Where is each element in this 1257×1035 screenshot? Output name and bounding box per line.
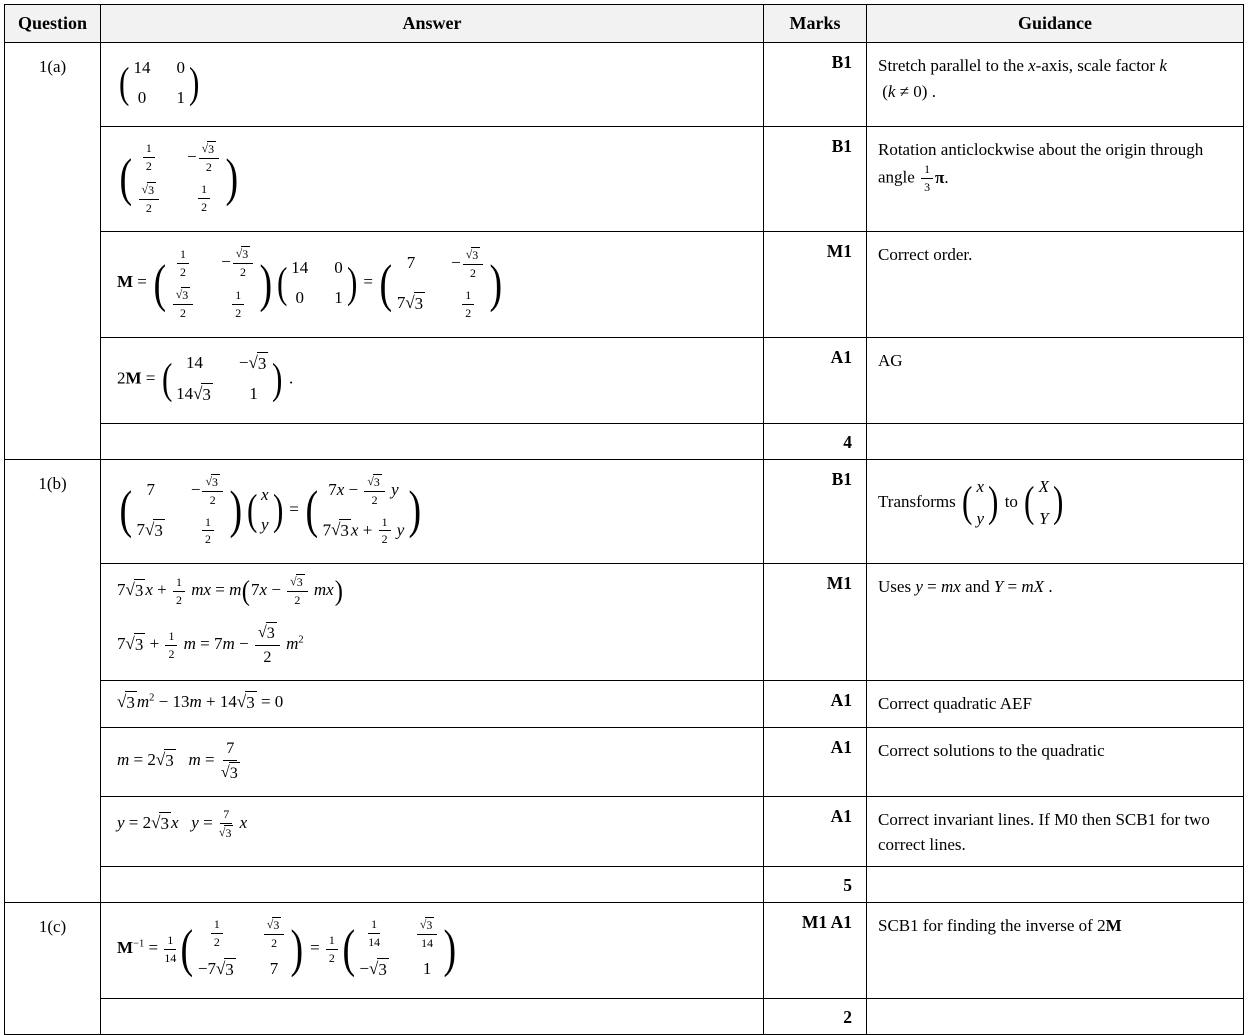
matrix [305,472,422,550]
square-root: √ 3 [126,633,146,657]
answer-cell [101,727,764,796]
answer-cell [101,232,764,338]
math-expression: 7 √ 3 + $\frac{1}{2}$ m = 7m − √ 3 2 $m^2$ [117,624,304,666]
mark-scheme-table [4,4,1244,1035]
matrix-bracket: ( [962,478,973,527]
marks-cell: M1 A1 [764,902,867,998]
answer-cell-empty [101,998,764,1034]
header-row [5,5,1244,43]
matrix-bracket: ) [229,481,243,540]
square-root: √ 3 [156,749,176,773]
matrix-bracket: ( [246,486,257,535]
matrix-entry: 7 √ 3 x + $\frac{1}{2}$ y [322,514,405,547]
square-root: √ 3 [367,473,380,489]
matrix-entry: − √ 3 [359,958,388,982]
text: . [1044,577,1053,597]
matrix-entry: x [260,485,269,505]
fraction: √ 3 2 [173,287,193,321]
matrix-bracket: ( [342,920,355,979]
matrix-entry [415,917,439,951]
matrix-bracket: ) [1053,478,1064,527]
fraction: √ 3 2 [255,622,280,668]
fraction: √ 3 2 [202,474,222,508]
fraction: $\frac{1}{2}$ [143,141,155,174]
matrix-entry: − √ 3 2 [187,141,221,175]
marks-cell: A1 [764,681,867,728]
table-row [5,126,1244,232]
fraction: √ 3 2 [199,141,219,175]
matrix-bracket: ( [305,481,319,540]
answer-cell [101,43,764,127]
matrix-entry: − √ 3 2 [451,247,485,281]
matrix-entry [366,917,382,950]
matrix-entry: 7 √ 3 [397,292,425,316]
math-expression: $\frac{1}{3}$ π. [919,168,949,187]
matrix-entry [141,141,157,174]
total-marks-cell: 4 [764,423,867,459]
matrix-bracket: ) [188,59,200,108]
matrix [162,350,283,409]
matrix-entry: 1 [334,288,343,308]
square-root: √ 3 [193,383,213,407]
text: Transforms [878,491,961,511]
matrix [247,482,283,539]
matrix-entry: X [1038,476,1050,496]
math-expression: 7 √ 3 x + $\frac{1}{2}$ mx = m [117,574,242,607]
matrix-entry [230,288,246,321]
fraction: $\frac{1}{2}$ [165,629,177,662]
matrix-entry: y [260,515,269,534]
matrix-entry: y [976,509,985,529]
guidance-cell-empty [867,423,1244,459]
col-header-question: Question [5,5,101,43]
matrix-entry: Y [1039,509,1049,529]
matrix [119,472,243,550]
matrix-entry [196,182,212,215]
square-root: √ 3 [117,691,137,715]
total-marks-cell: 5 [764,866,867,902]
fraction: √ 3 2 [233,246,253,280]
fraction: √ 3 2 [139,182,159,216]
matrix [119,55,199,112]
text: ≠ 0) . [895,81,936,101]
matrix-entry: − √ 3 [239,352,268,376]
matrix-bracket: ( [276,259,288,308]
matrix-entry: −7 √ 3 [198,958,236,982]
fraction: 7 √ 3 [220,739,238,782]
marks-cell: A1 [764,796,867,866]
fraction: $\frac{1}{14}$ [164,932,177,965]
matrix-bracket: ) [489,254,503,313]
square-root: √ 3 [257,624,275,642]
matrix-bracket: ) [225,149,239,208]
fraction: $\frac{1}{2}$ [462,288,474,321]
answer-cell [101,126,764,232]
guidance-cell [867,232,1244,338]
matrix-entry: − √ 3 2 [191,474,225,508]
total-row [5,998,1244,1034]
matrix [379,245,503,323]
matrix-entry: 0 [334,258,343,278]
matrix-bracket: ) [272,354,283,403]
text: and [960,577,994,597]
square-root: √ 3 [249,352,269,376]
fraction: $\frac{1}{2}$ [173,575,185,608]
matrix-entry: 0 [137,87,147,107]
fraction: √ 3 14 [417,917,437,951]
fraction: $\frac{1}{2}$ [202,515,214,548]
matrix-entry: 7 [146,480,155,500]
col-header-answer: Answer [101,5,764,43]
text: ( [878,81,888,101]
fraction: √ 3 2 [463,247,483,281]
fraction: $\frac{1}{2}$ [177,247,189,280]
fraction: $\frac{1}{2}$ [198,182,210,215]
matrix-bracket: ( [119,149,133,208]
matrix-entry: 14 √ 3 [176,383,213,407]
marks-cell: B1 [764,126,867,232]
text: Rotation anticlockwise about the origin through angle [878,139,1208,187]
guidance-cell [867,43,1244,127]
math-expression: x [1028,56,1036,75]
matrix-entry: x [976,476,985,496]
guidance-cell [867,126,1244,232]
matrix-entry [209,917,225,950]
marks-cell: B1 [764,43,867,127]
answer-cell [101,337,764,423]
math-expression: 2M = [117,368,160,388]
fraction: √ 3 2 [264,917,284,951]
square-root: √ 3 [465,246,479,262]
matrix-entry: 7x − √ 3 2 y [328,473,399,507]
matrix-bracket: ) [290,920,304,979]
matrix-bracket: ( [119,481,133,540]
square-root: √ 3 [205,473,218,489]
math-expression: = $\frac{1}{2}$ [306,938,340,957]
question-cell: 1(c) [5,902,101,1034]
fraction: √ 3 2 [287,574,307,608]
parenthesized-group: ( 7x − √ 3 2 mx ) [242,574,343,608]
table-row [5,232,1244,338]
answer-cell [101,681,764,728]
marks-cell: M1 [764,232,867,338]
marks-cell: B1 [764,459,867,564]
guidance-cell [867,796,1244,866]
table-row [5,337,1244,423]
math-expression: m = 2 √ 3 m = 7 √ 3 [117,739,238,782]
matrix-entry [171,287,195,321]
matrix [180,915,304,984]
square-root: √ 3 [218,824,232,840]
matrix-entry [262,917,286,951]
matrix-entry: 1 [249,384,258,404]
math-expression: M [1105,915,1122,935]
table-row [5,902,1244,998]
matrix-bracket: ) [443,920,457,979]
square-root: √ 3 [235,246,249,262]
matrix [962,472,998,534]
col-header-marks: Marks [764,5,867,43]
text: AG [878,350,903,370]
math-expression: y = mx [915,577,961,597]
square-root: √ 3 [151,812,171,836]
fraction: √ 3 2 [364,474,384,508]
math-expression: $M^{-1}$ = $\frac{1}{14}$ [117,932,177,965]
math-expression: √ 3 $m^2 - 13m + 14$ √ 3 = 0 [117,692,283,711]
matrix-entry: 0 [295,288,304,308]
marks-cell: A1 [764,337,867,423]
math-expression: k [1159,56,1167,75]
matrix-entry: 7 [269,959,279,979]
square-root: √ 3 [216,958,236,982]
matrix-bracket: ( [119,59,130,108]
matrix-entry: 1 [422,959,432,979]
text: Stretch parallel to the [878,56,1029,75]
col-header-guidance: Guidance [867,5,1244,43]
fraction: $\frac{1}{2}$ [211,917,223,950]
square-root: √ 3 [331,519,351,543]
matrix-entry: 1 [176,87,185,107]
square-root: √ 3 [237,691,257,715]
fraction: $\frac{1}{2}$ [232,288,244,321]
square-root: √ 3 [290,574,303,590]
total-marks-cell: 2 [764,998,867,1034]
matrix-bracket: ) [408,481,422,540]
square-root: √ 3 [141,181,155,197]
table-row [5,43,1244,127]
matrix-bracket: ) [259,254,273,313]
square-root: √ 3 [266,916,280,932]
text: to [1000,491,1023,511]
math-expression: Y = mX [993,577,1045,597]
math-expression: = [284,499,304,519]
guidance-cell [867,727,1244,796]
square-root: √ 3 [201,140,215,156]
math-expression: . [284,368,294,388]
square-root: √ 3 [175,287,189,303]
square-root: √ 3 [220,763,238,782]
line-spacer [117,608,755,622]
text: -axis, scale factor [1035,56,1160,75]
square-root: √ 3 [419,916,433,932]
text: Correct quadratic AEF [878,694,1032,713]
question-cell: 1(b) [5,459,101,902]
matrix-bracket: ( [180,920,194,979]
matrix [119,139,239,218]
matrix-bracket: ) [988,478,999,527]
square-root: √ 3 [145,519,165,543]
table-row [5,564,1244,681]
fraction: $\frac{1}{2}$ [379,515,391,548]
matrix-entry: 14 [186,353,203,373]
matrix-entry: 14 [291,258,309,278]
table-row [5,796,1244,866]
marks-cell: M1 [764,564,867,681]
answer-cell [101,796,764,866]
guidance-cell [867,337,1244,423]
matrix-entry [175,247,191,280]
text: SCB1 for finding the inverse of 2 [878,915,1106,935]
answer-cell [101,902,764,998]
guidance-cell [867,459,1244,564]
matrix [277,255,357,312]
matrix-entry [200,515,216,548]
text: Correct solutions to the quadratic [878,740,1105,760]
question-cell: 1(a) [5,43,101,460]
math-expression: y = 2 √ 3 x y = 7 √ 3 x [117,806,248,840]
matrix-bracket: ( [1024,478,1035,527]
table-row [5,459,1244,564]
guidance-cell [867,902,1244,998]
answer-cell-empty [101,423,764,459]
fraction: $\frac{1}{14}$ [368,917,381,950]
text: Correct invariant lines. If M0 then SCB1 for two correct lines. [878,809,1215,855]
fraction: $\frac{1}{3}$ [921,162,933,195]
matrix-bracket: ( [379,254,393,313]
matrix-entry: − √ 3 2 [221,246,255,280]
matrix [342,915,457,984]
guidance-cell [867,564,1244,681]
matrix-entry [460,288,476,321]
square-root: √ 3 [126,579,146,603]
matrix-entry: 14 [133,58,151,77]
answer-cell [101,459,764,564]
text: Uses [878,577,916,597]
matrix [1024,472,1063,534]
matrix-entry [137,182,161,216]
text: Correct order. [878,245,973,265]
answer-cell [101,564,764,681]
matrix-bracket: ( [161,354,173,403]
matrix-entry: 0 [176,58,185,77]
fraction: 7 √ 3 [218,806,232,840]
square-root: √ 3 [405,292,425,316]
guidance-cell [867,681,1244,728]
matrix-bracket: ( [153,254,167,313]
table-row [5,727,1244,796]
table-row [5,681,1244,728]
math-expression: M = [117,272,152,292]
matrix-bracket: ) [346,259,358,308]
guidance-cell-empty [867,866,1244,902]
square-root: √ 3 [369,958,389,982]
matrix-entry: 7 √ 3 [137,519,165,543]
guidance-cell-empty [867,998,1244,1034]
math-expression: = [359,272,378,292]
answer-cell-empty [101,866,764,902]
total-row [5,423,1244,459]
matrix [153,244,273,323]
matrix-bracket: ) [272,486,283,535]
marks-cell: A1 [764,727,867,796]
matrix-entry: 7 [406,253,416,273]
fraction: $\frac{1}{2}$ [326,933,338,966]
math-expression: 7x − √ 3 2 mx [251,574,334,608]
total-row [5,866,1244,902]
math-expression: k [887,81,896,101]
